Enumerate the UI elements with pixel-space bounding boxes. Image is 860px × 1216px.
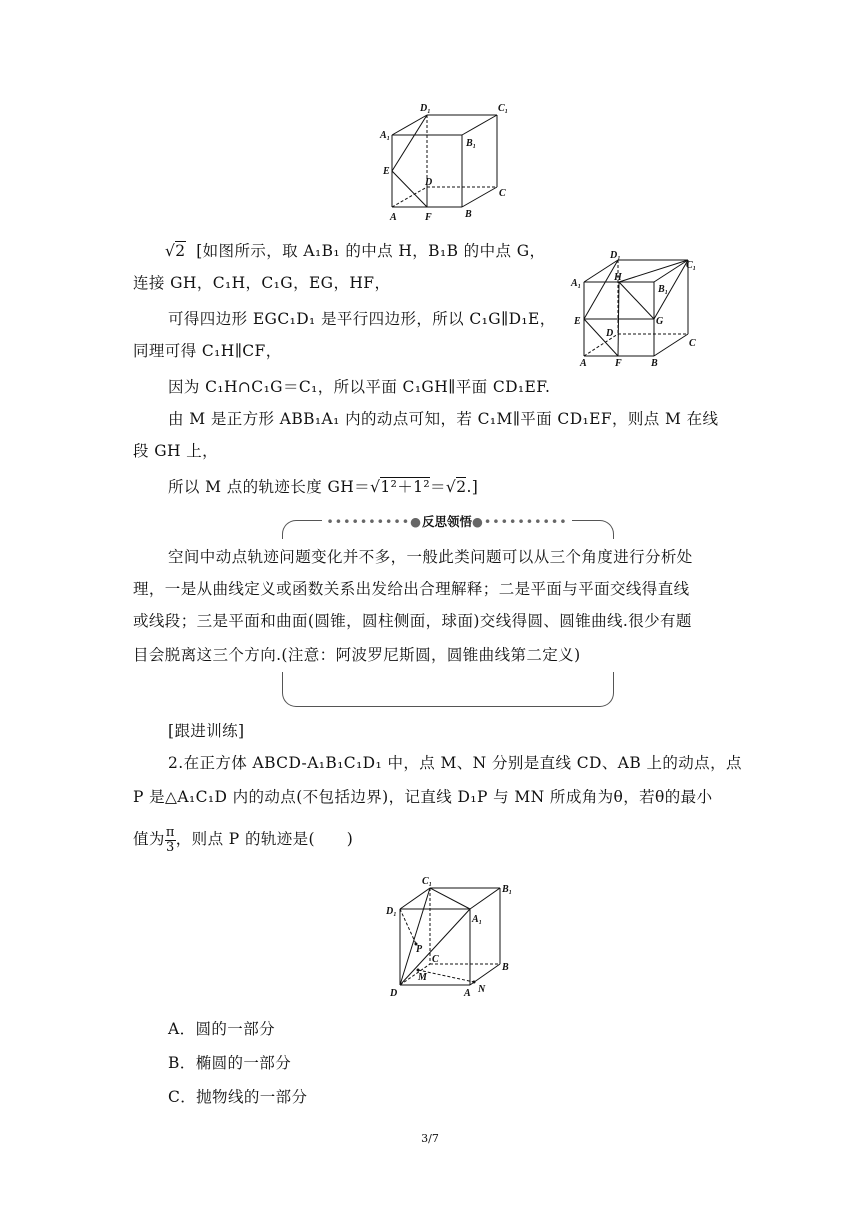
label-C: C (499, 188, 506, 199)
label-D: D (390, 988, 398, 999)
option-a[interactable]: A．圆的一部分 (168, 1020, 275, 1038)
reflection-title-badge: ••••••••••●反思领悟●•••••••••• (282, 512, 612, 530)
label-B: B (465, 209, 472, 220)
label-C1: C₁ (422, 876, 433, 887)
question-line-2: P 是△A₁C₁D 内的动点(不包括边界)，记直线 D₁P 与 MN 所成角为θ，若θ的最小 (133, 788, 713, 806)
label-C: C (432, 954, 439, 965)
option-b[interactable]: B．椭圆的一部分 (168, 1054, 292, 1072)
label-C: C (689, 338, 696, 349)
sqrt-expression: 1²＋1² (380, 478, 430, 496)
label-P: P (416, 944, 423, 955)
fraction-pi-over-3 (165, 826, 176, 855)
reflection-line-3: 或线段；三是平面和曲面(圆锥，圆柱侧面，球面)交线得圆、圆锥曲线.很少有题 (133, 612, 692, 630)
figure-cube-1 (370, 100, 520, 230)
label-N: N (478, 984, 486, 995)
label-A1: A₁ (472, 914, 483, 925)
label-F: F (615, 358, 622, 369)
label-C1: C₁ (498, 103, 509, 114)
fraction-denominator: 3 (165, 839, 175, 855)
figure-cube-2 (568, 248, 703, 370)
solution-line-5: 因为 C₁H∩C₁G＝C₁，所以平面 C₁GH∥平面 CD₁EF. (168, 378, 551, 396)
question-line-1: 2.在正方体 ABCD-A₁B₁C₁D₁ 中，点 M、N 分别是直线 CD、AB 上的动点，点 (168, 754, 742, 772)
label-E: E (574, 316, 581, 327)
solution-line-7: 段 GH 上， (133, 442, 219, 460)
solution-line-2: 连接 GH，C₁H，C₁G，EG，HF， (133, 274, 391, 292)
practice-heading: [跟进训练] (168, 722, 245, 740)
reflection-line-2: 理，一是从曲线定义或函数关系出发给出合理解释；二是平面与平面交线得直线 (133, 580, 690, 598)
label-A1: A₁ (380, 130, 391, 141)
reflection-line-4: 目会脱离这三个方向.(注意：阿波罗尼斯圆，圆锥曲线第二定义) (133, 646, 581, 664)
label-D1: D₁ (610, 250, 621, 261)
label-B1: B₁ (466, 138, 477, 149)
sqrt-result: 2 (456, 478, 467, 496)
solution-line-3: 可得四边形 EGC₁D₁ 是平行四边形，所以 C₁G∥D₁E， (168, 310, 556, 328)
label-B: B (651, 358, 658, 369)
fraction-numerator: π (165, 824, 175, 840)
label-A: A (580, 358, 587, 369)
label-F: F (425, 212, 432, 223)
page-number: 3/7 (421, 1132, 439, 1145)
solution-line-4: 同理可得 C₁H∥CF， (133, 342, 282, 360)
option-c[interactable]: C．抛物线的一部分 (168, 1088, 308, 1106)
solution-text: [如图所示，取 A₁B₁ 的中点 H，B₁B 的中点 G， (196, 242, 546, 260)
reflection-title: 反思领悟 (421, 514, 472, 529)
answer-sqrt-sign: √ (165, 242, 176, 260)
question-tail: ，则点 P 的轨迹是( ) (175, 830, 354, 848)
label-D: D (606, 328, 614, 339)
solution-line-1 (165, 240, 545, 262)
label-M: M (418, 972, 427, 983)
label-H: H (614, 272, 622, 283)
label-B1: B₁ (658, 284, 669, 295)
solution-line-6: 由 M 是正方形 ABB₁A₁ 内的动点可知，若 C₁M∥平面 CD₁EF，则点 M 在线 (168, 410, 719, 428)
reflection-line-1: 空间中动点轨迹问题变化并不多，一般此类问题可以从三个角度进行分析处 (168, 548, 693, 566)
label-C1: C₁ (686, 260, 697, 271)
label-A: A (464, 988, 471, 999)
question-text: 值为 (133, 830, 165, 848)
figure-cube-3 (378, 872, 528, 1002)
answer-value: 2 (175, 242, 186, 260)
solution-line-8: 所以 M 点的轨迹长度 GH＝√1²＋1²＝√2.] (168, 478, 479, 496)
label-A: A (390, 212, 397, 223)
label-D: D (425, 177, 433, 188)
label-A1: A₁ (571, 278, 582, 289)
label-B1: B₁ (502, 884, 513, 895)
closing-bracket: .] (466, 478, 479, 496)
label-G: G (656, 316, 664, 327)
label-D1: D₁ (420, 103, 431, 114)
equals-sign: ＝ (430, 478, 446, 496)
reflection-box-bottom (282, 672, 614, 707)
label-E: E (383, 166, 390, 177)
label-B: B (502, 962, 509, 973)
label-D1: D₁ (386, 906, 397, 917)
question-line-3 (133, 824, 353, 855)
length-text: 所以 M 点的轨迹长度 GH＝ (168, 478, 371, 496)
